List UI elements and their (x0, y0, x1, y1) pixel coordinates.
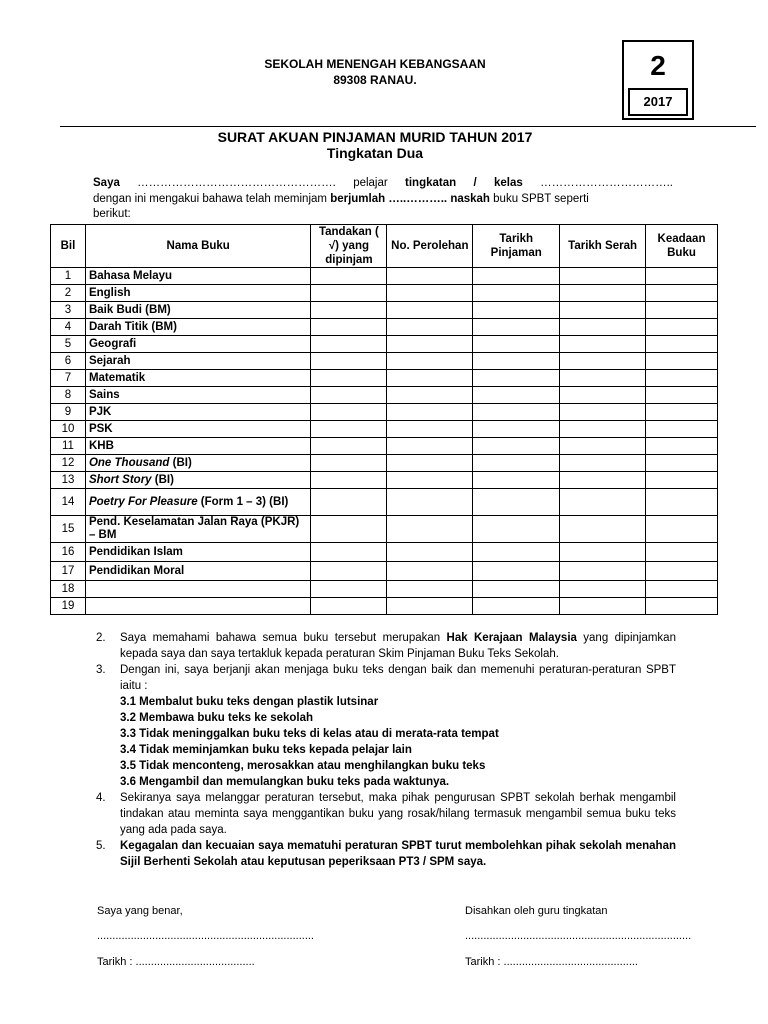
tarikh-pinjaman-cell[interactable] (473, 516, 560, 543)
term-3-item: 3.4 Tidak meminjamkan buku teks kepada pelajar lain (120, 744, 412, 756)
keadaan-cell[interactable] (646, 302, 718, 319)
no-perolehan-cell[interactable] (387, 387, 473, 404)
term-3-item: 3.1 Membalut buku teks dengan plastik lutsinar (120, 696, 379, 708)
tandakan-cell[interactable] (311, 387, 387, 404)
keadaan-cell[interactable] (646, 370, 718, 387)
book-loan-table (50, 224, 718, 615)
student-signature-label: Saya yang benar, (97, 905, 183, 917)
table-row (51, 336, 718, 353)
tarikh-pinjaman-cell[interactable] (473, 562, 560, 581)
keadaan-cell[interactable] (646, 543, 718, 562)
tarikh-pinjaman-cell[interactable] (473, 455, 560, 472)
school-header (150, 56, 600, 88)
tandakan-cell[interactable] (311, 543, 387, 562)
col-bil: Bil (51, 225, 86, 268)
keadaan-cell[interactable] (646, 581, 718, 598)
teacher-signature-line[interactable]: .......................................................................... (465, 930, 692, 942)
tandakan-cell[interactable] (311, 598, 387, 615)
keadaan-cell[interactable] (646, 285, 718, 302)
row-bil: 7 (51, 370, 86, 387)
tarikh-pinjaman-cell[interactable] (473, 581, 560, 598)
book-title-italic: Poetry For Pleasure (88, 495, 198, 508)
tandakan-cell[interactable] (311, 319, 387, 336)
tarikh-pinjaman-cell[interactable] (473, 285, 560, 302)
keadaan-cell[interactable] (646, 598, 718, 615)
table-row (51, 370, 718, 387)
book-title-italic: One Thousand (88, 456, 170, 469)
tarikh-pinjaman-cell[interactable] (473, 543, 560, 562)
keadaan-cell[interactable] (646, 336, 718, 353)
term-text: Sekiranya saya melanggar peraturan tersebut, maka pihak pengurusan SPBT sekolah berhak mengambil tindakan atau meminta saya menggantikan buku yang rosak/hilang termasuk mengambil semua buku teks yang ada pada saya. (120, 792, 676, 836)
row-book-name: PJK (85, 404, 310, 421)
no-perolehan-cell[interactable] (387, 543, 473, 562)
term-text (120, 630, 676, 662)
form-number-badge (622, 40, 694, 120)
tarikh-serah-cell[interactable] (560, 455, 646, 472)
intro-line-1 (93, 176, 673, 192)
keadaan-cell[interactable] (646, 387, 718, 404)
terms-list (96, 630, 676, 870)
tandakan-cell[interactable] (311, 516, 387, 543)
name-blank[interactable]: ……………………………………………. (137, 177, 336, 189)
keadaan-cell[interactable] (646, 516, 718, 543)
no-perolehan-cell[interactable] (387, 421, 473, 438)
tarikh-serah-cell[interactable] (560, 285, 646, 302)
no-perolehan-cell[interactable] (387, 438, 473, 455)
tarikh-serah-cell[interactable] (560, 598, 646, 615)
term-text-part: yang dipinjamkan kepada saya dan saya tertakluk kepada peraturan Skim Pinjaman Buku Teks Sekolah. (120, 632, 676, 660)
no-perolehan-cell[interactable] (387, 562, 473, 581)
keadaan-cell[interactable] (646, 353, 718, 370)
term-3-item: 3.6 Mengambil dan memulangkan buku teks pada waktunya. (120, 776, 450, 788)
table-row (51, 562, 718, 581)
row-book-name (85, 598, 310, 615)
row-book-name: Pendidikan Islam (85, 543, 310, 562)
row-bil: 3 (51, 302, 86, 319)
class-blank[interactable]: …………………………….. (540, 177, 673, 189)
book-title-suffix: (BI) (151, 473, 174, 486)
row-book-name: Geografi (85, 336, 310, 353)
keadaan-cell[interactable] (646, 455, 718, 472)
table-row (51, 319, 718, 336)
tarikh-pinjaman-cell[interactable] (473, 489, 560, 516)
row-book-name: Darah Titik (BM) (85, 319, 310, 336)
term-number: 2. (96, 632, 106, 644)
school-name: SEKOLAH MENENGAH KEBANGSAAN (264, 57, 486, 71)
no-perolehan-cell[interactable] (387, 353, 473, 370)
term-text: Kegagalan dan kecuaian saya mematuhi peraturan SPBT turut membolehkan pihak sekolah menahan Sijil Berhenti Sekolah atau keputusan peperiksaan PT3 / SPM saya. (120, 840, 676, 868)
kelas-label: kelas (493, 177, 523, 189)
row-book-name: Bahasa Melayu (85, 268, 310, 285)
tandakan-cell[interactable] (311, 438, 387, 455)
tarikh-serah-cell[interactable] (560, 562, 646, 581)
col-no-perolehan: No. Perolehan (387, 225, 473, 268)
tandakan-cell[interactable] (311, 404, 387, 421)
term-3-item: 3.2 Membawa buku teks ke sekolah (120, 712, 314, 724)
form-number: 2 (650, 50, 666, 81)
table-row (51, 404, 718, 421)
term-text-part: Saya memahami bahawa semua buku tersebut merupakan (120, 632, 441, 644)
tarikh-pinjaman-cell[interactable] (473, 472, 560, 489)
no-perolehan-cell[interactable] (387, 336, 473, 353)
tarikh-pinjaman-cell[interactable] (473, 319, 560, 336)
col-tandakan: Tandakan ( √) yang dipinjam (311, 225, 387, 268)
tarikh-pinjaman-cell[interactable] (473, 404, 560, 421)
table-row (51, 302, 718, 319)
tarikh-serah-cell[interactable] (560, 581, 646, 598)
row-book-name: English (85, 285, 310, 302)
row-book-name: Sains (85, 387, 310, 404)
row-book-name: Sejarah (85, 353, 310, 370)
row-bil: 13 (51, 472, 86, 489)
tarikh-pinjaman-cell[interactable] (473, 421, 560, 438)
no-perolehan-cell[interactable] (387, 404, 473, 421)
no-perolehan-cell[interactable] (387, 319, 473, 336)
form-year: 2017 (628, 88, 688, 116)
tarikh-serah-cell[interactable] (560, 387, 646, 404)
saya-label: Saya (93, 177, 120, 189)
row-book-name: Pend. Keselamatan Jalan Raya (PKJR) – BM (85, 516, 310, 543)
tarikh-pinjaman-cell[interactable] (473, 598, 560, 615)
tarikh-serah-cell[interactable] (560, 319, 646, 336)
tandakan-cell[interactable] (311, 562, 387, 581)
declaration-intro (93, 176, 673, 223)
term-3 (96, 662, 676, 694)
no-perolehan-cell[interactable] (387, 598, 473, 615)
row-bil: 19 (51, 598, 86, 615)
no-perolehan-cell[interactable] (387, 455, 473, 472)
tarikh-serah-cell[interactable] (560, 336, 646, 353)
tarikh-serah-cell[interactable] (560, 438, 646, 455)
tarikh-serah-cell[interactable] (560, 404, 646, 421)
term-2 (96, 630, 676, 662)
tarikh-serah-cell[interactable] (560, 543, 646, 562)
table-row (51, 285, 718, 302)
title-line: SURAT AKUAN PINJAMAN MURID TAHUN 2017 (217, 129, 533, 145)
row-bil: 17 (51, 562, 86, 581)
row-bil: 11 (51, 438, 86, 455)
keadaan-cell[interactable] (646, 489, 718, 516)
tandakan-cell[interactable] (311, 370, 387, 387)
tarikh-pinjaman-cell[interactable] (473, 268, 560, 285)
book-title-suffix: (BI) (169, 456, 192, 469)
term-3-item: 3.3 Tidak meninggalkan buku teks di kelas atau di merata-rata tempat (120, 728, 499, 740)
row-bil: 12 (51, 455, 86, 472)
term-3-subitems (96, 694, 676, 790)
table-row (51, 455, 718, 472)
count-blank[interactable]: berjumlah …..……….. naskah (330, 192, 490, 205)
no-perolehan-cell[interactable] (387, 370, 473, 387)
term-number: 5. (96, 840, 106, 852)
keadaan-cell[interactable] (646, 421, 718, 438)
keadaan-cell[interactable] (646, 268, 718, 285)
tandakan-cell[interactable] (311, 353, 387, 370)
term-text: Dengan ini, saya berjanji akan menjaga buku teks dengan baik dan memenuhi peraturan-peraturan SPBT iaitu : (120, 664, 676, 692)
row-book-name (85, 455, 310, 472)
row-book-name: Pendidikan Moral (85, 562, 310, 581)
table-row (51, 268, 718, 285)
row-bil: 4 (51, 319, 86, 336)
student-date[interactable]: Tarikh : ....................................... (97, 956, 255, 968)
row-bil: 14 (51, 489, 86, 516)
table-row (51, 516, 718, 543)
no-perolehan-cell[interactable] (387, 472, 473, 489)
school-address: 89308 RANAU. (333, 73, 417, 87)
no-perolehan-cell[interactable] (387, 516, 473, 543)
table-row (51, 438, 718, 455)
row-book-name: KHB (85, 438, 310, 455)
tandakan-cell[interactable] (311, 336, 387, 353)
student-signature-line[interactable]: ....................................................................... (97, 930, 314, 942)
table-row (51, 598, 718, 615)
tandakan-cell[interactable] (311, 268, 387, 285)
pelajar-label: pelajar (353, 177, 388, 189)
tarikh-pinjaman-cell[interactable] (473, 336, 560, 353)
teacher-date[interactable]: Tarikh : ............................................ (465, 956, 638, 968)
row-bil: 1 (51, 268, 86, 285)
col-nama-buku: Nama Buku (85, 225, 310, 268)
slash: / (473, 177, 477, 189)
tarikh-serah-cell[interactable] (560, 421, 646, 438)
keadaan-cell[interactable] (646, 438, 718, 455)
no-perolehan-cell[interactable] (387, 581, 473, 598)
tarikh-pinjaman-cell[interactable] (473, 387, 560, 404)
tandakan-cell[interactable] (311, 489, 387, 516)
tarikh-serah-cell[interactable] (560, 489, 646, 516)
tarikh-pinjaman-cell[interactable] (473, 302, 560, 319)
teacher-signature-label: Disahkan oleh guru tingkatan (465, 905, 608, 917)
row-book-name: Baik Budi (BM) (85, 302, 310, 319)
intro-line-2 (93, 192, 673, 208)
row-bil: 18 (51, 581, 86, 598)
document-title (150, 129, 600, 161)
keadaan-cell[interactable] (646, 404, 718, 421)
no-perolehan-cell[interactable] (387, 285, 473, 302)
row-book-name: Matematik (85, 370, 310, 387)
term-3-item: 3.5 Tidak menconteng, merosakkan atau menghilangkan buku teks (120, 760, 486, 772)
tarikh-serah-cell[interactable] (560, 370, 646, 387)
term-4 (96, 790, 676, 838)
tandakan-cell[interactable] (311, 455, 387, 472)
row-bil: 10 (51, 421, 86, 438)
table-row (51, 387, 718, 404)
tandakan-cell[interactable] (311, 285, 387, 302)
tarikh-pinjaman-cell[interactable] (473, 370, 560, 387)
table-row (51, 421, 718, 438)
tandakan-cell[interactable] (311, 421, 387, 438)
row-bil: 15 (51, 516, 86, 543)
table-header-row (51, 225, 718, 268)
tingkatan-label: tingkatan (405, 177, 457, 189)
row-bil: 8 (51, 387, 86, 404)
header-divider (60, 126, 756, 127)
col-tarikh-pinjaman: Tarikh Pinjaman (473, 225, 560, 268)
no-perolehan-cell[interactable] (387, 489, 473, 516)
tarikh-serah-cell[interactable] (560, 268, 646, 285)
tarikh-serah-cell[interactable] (560, 472, 646, 489)
keadaan-cell[interactable] (646, 562, 718, 581)
table-row (51, 543, 718, 562)
row-bil: 5 (51, 336, 86, 353)
tarikh-serah-cell[interactable] (560, 302, 646, 319)
no-perolehan-cell[interactable] (387, 302, 473, 319)
row-book-name: PSK (85, 421, 310, 438)
row-bil: 9 (51, 404, 86, 421)
keadaan-cell[interactable] (646, 319, 718, 336)
term-bold-text: Hak Kerajaan Malaysia (446, 632, 577, 644)
tarikh-pinjaman-cell[interactable] (473, 438, 560, 455)
book-title-italic: Short Story (88, 473, 152, 486)
tarikh-pinjaman-cell[interactable] (473, 353, 560, 370)
row-bil: 6 (51, 353, 86, 370)
term-number: 3. (96, 664, 106, 676)
tandakan-cell[interactable] (311, 302, 387, 319)
book-title-suffix: (Form 1 – 3) (BI) (197, 495, 289, 508)
no-perolehan-cell[interactable] (387, 268, 473, 285)
term-number: 4. (96, 792, 106, 804)
row-bil: 16 (51, 543, 86, 562)
row-bil: 2 (51, 285, 86, 302)
tandakan-cell[interactable] (311, 581, 387, 598)
term-5 (96, 838, 676, 870)
col-tarikh-serah: Tarikh Serah (560, 225, 646, 268)
row-book-name (85, 581, 310, 598)
intro-text: dengan ini mengakui bahawa telah meminjam (93, 192, 327, 205)
subtitle-line: Tingkatan Dua (326, 145, 424, 161)
col-keadaan-buku: Keadaan Buku (646, 225, 718, 268)
row-book-name (85, 489, 310, 516)
intro-text: buku SPBT seperti (493, 192, 589, 205)
tarikh-serah-cell[interactable] (560, 516, 646, 543)
row-book-name (85, 472, 310, 489)
tandakan-cell[interactable] (311, 472, 387, 489)
tarikh-serah-cell[interactable] (560, 353, 646, 370)
table-row (51, 581, 718, 598)
intro-line-3: berikut: (93, 208, 131, 220)
table-row (51, 472, 718, 489)
keadaan-cell[interactable] (646, 472, 718, 489)
table-row (51, 489, 718, 516)
table-row (51, 353, 718, 370)
